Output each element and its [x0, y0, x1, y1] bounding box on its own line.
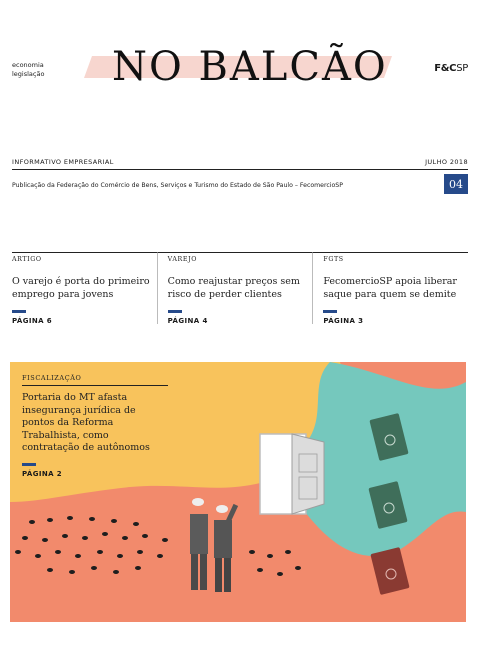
accent-bar [12, 310, 26, 313]
logo-main: F&C [434, 63, 457, 74]
article-headline[interactable]: O varejo é porta do primeiro emprego para jovens [12, 276, 150, 300]
article-section: VAREJO [167, 256, 197, 263]
feature-illustration [10, 362, 466, 622]
accent-bar [22, 463, 36, 466]
article-section: FGTS [323, 256, 344, 263]
tag-legislacao: legislação [12, 70, 45, 78]
feature-headline[interactable]: Portaria do MT afasta insegurança jurídica de pontos da Reforma Trabalhista, como contratação de autônomos [22, 392, 150, 453]
feature-teaser[interactable] [22, 374, 168, 478]
tag-economia: economia [12, 61, 44, 69]
article-page-link[interactable]: PÁGINA 4 [167, 317, 208, 325]
article-page-link[interactable]: PÁGINA 6 [12, 317, 53, 325]
feature-page-link[interactable]: PÁGINA 2 [22, 469, 63, 478]
issue-number-badge: 04 [444, 174, 468, 194]
article-headline[interactable]: FecomercioSP apoia liberar saque para quem se demite [323, 276, 457, 300]
fcsp-logo [434, 63, 468, 74]
article-teaser[interactable] [157, 252, 313, 324]
article-headline[interactable]: Como reajustar preços sem risco de perder clientes [167, 276, 300, 300]
article-teasers [12, 252, 468, 324]
accent-bar [323, 310, 337, 313]
logo-suffix: SP [456, 63, 468, 74]
door-illustration [260, 434, 324, 514]
article-teaser[interactable] [312, 252, 468, 324]
article-section: ARTIGO [12, 256, 42, 263]
article-page-link[interactable]: PÁGINA 3 [323, 317, 364, 325]
info-row [12, 158, 468, 170]
article-teaser[interactable] [12, 252, 157, 324]
accent-bar [168, 310, 182, 313]
info-date: JULHO 2018 [425, 158, 468, 166]
masthead-title: NO BALCÃO [112, 44, 388, 90]
info-label: INFORMATIVO EMPRESARIAL [12, 158, 114, 166]
publication-subtitle: Publicação da Federação do Comércio de Bens, Serviços e Turismo do Estado de São Paulo – FecomercioSP [12, 182, 343, 189]
header-tags [12, 61, 44, 79]
feature-section: FISCALIZAÇÃO [22, 374, 168, 386]
